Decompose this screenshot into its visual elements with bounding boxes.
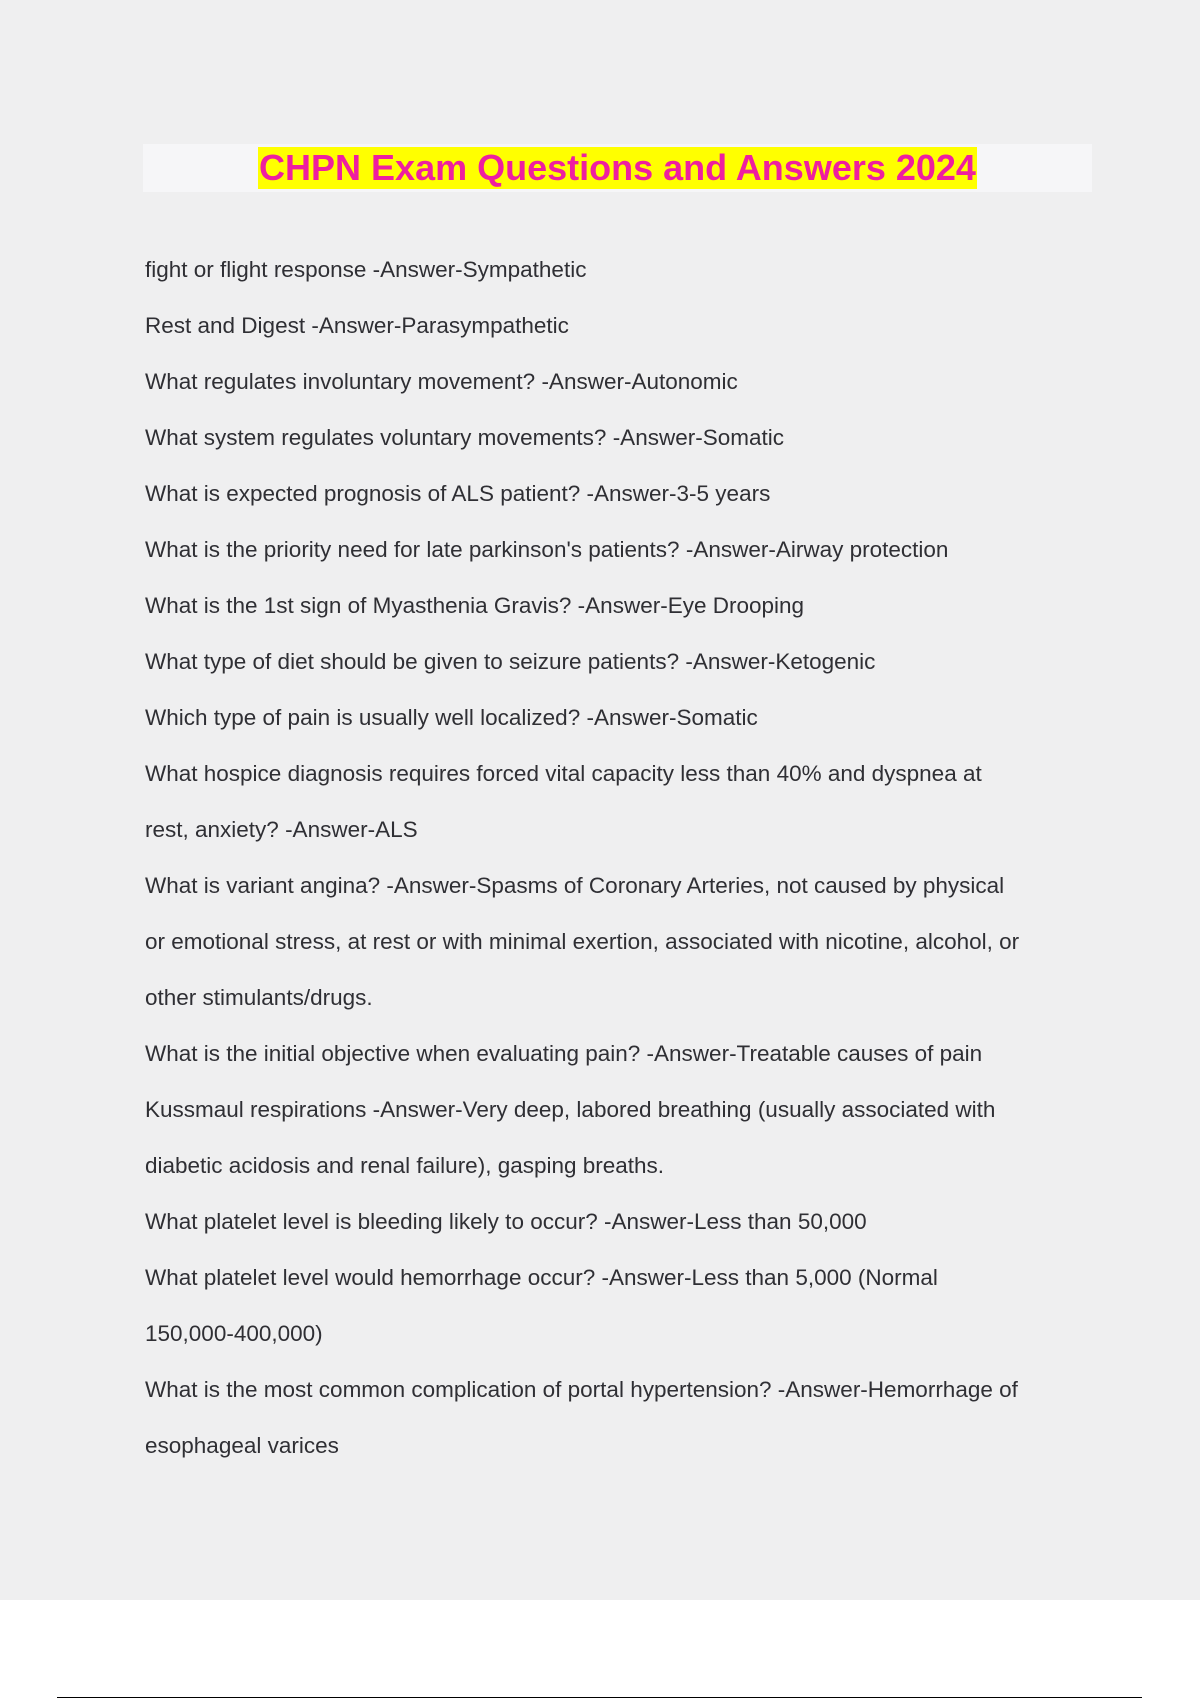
footer-divider [57, 1697, 1142, 1698]
qa-line: What is the 1st sign of Myasthenia Gravis? -Answer-Eye Drooping [145, 593, 805, 618]
qa-line: Rest and Digest -Answer-Parasympathetic [145, 313, 569, 338]
qa-line: What is variant angina? -Answer-Spasms of Coronary Arteries, not caused by physical [145, 873, 1005, 898]
qa-line: esophageal varices [145, 1433, 339, 1458]
qa-line: diabetic acidosis and renal failure), gasping breaths. [145, 1153, 665, 1178]
qa-line: Kussmaul respirations -Answer-Very deep, labored breathing (usually associated with [145, 1097, 996, 1122]
qa-line: What regulates involuntary movement? -Answer-Autonomic [145, 369, 738, 394]
qa-line: What type of diet should be given to seizure patients? -Answer-Ketogenic [145, 649, 876, 674]
qa-line: What is expected prognosis of ALS patient? -Answer-3-5 years [145, 481, 771, 506]
qa-line: 150,000-400,000) [145, 1321, 323, 1346]
qa-list [145, 242, 1095, 1474]
qa-line: other stimulants/drugs. [145, 985, 373, 1010]
qa-line: What is the most common complication of portal hypertension? -Answer-Hemorrhage of [145, 1377, 1018, 1402]
qa-line: What is the initial objective when evaluating pain? -Answer-Treatable causes of pain [145, 1041, 983, 1066]
qa-line: rest, anxiety? -Answer-ALS [145, 817, 418, 842]
page-title: CHPN Exam Questions and Answers 2024 [259, 147, 976, 188]
qa-line: What platelet level would hemorrhage occur? -Answer-Less than 5,000 (Normal [145, 1265, 938, 1290]
qa-line: What platelet level is bleeding likely to occur? -Answer-Less than 50,000 [145, 1209, 867, 1234]
qa-line: fight or flight response -Answer-Sympathetic [145, 257, 587, 282]
qa-line: What system regulates voluntary movements? -Answer-Somatic [145, 425, 784, 450]
qa-line: or emotional stress, at rest or with minimal exertion, associated with nicotine, alcohol, or [145, 929, 1020, 954]
qa-line: What hospice diagnosis requires forced vital capacity less than 40% and dyspnea at [145, 761, 982, 786]
qa-line: What is the priority need for late parkinson's patients? -Answer-Airway protection [145, 537, 949, 562]
title-band [143, 144, 1092, 192]
qa-line: Which type of pain is usually well localized? -Answer-Somatic [145, 705, 758, 730]
